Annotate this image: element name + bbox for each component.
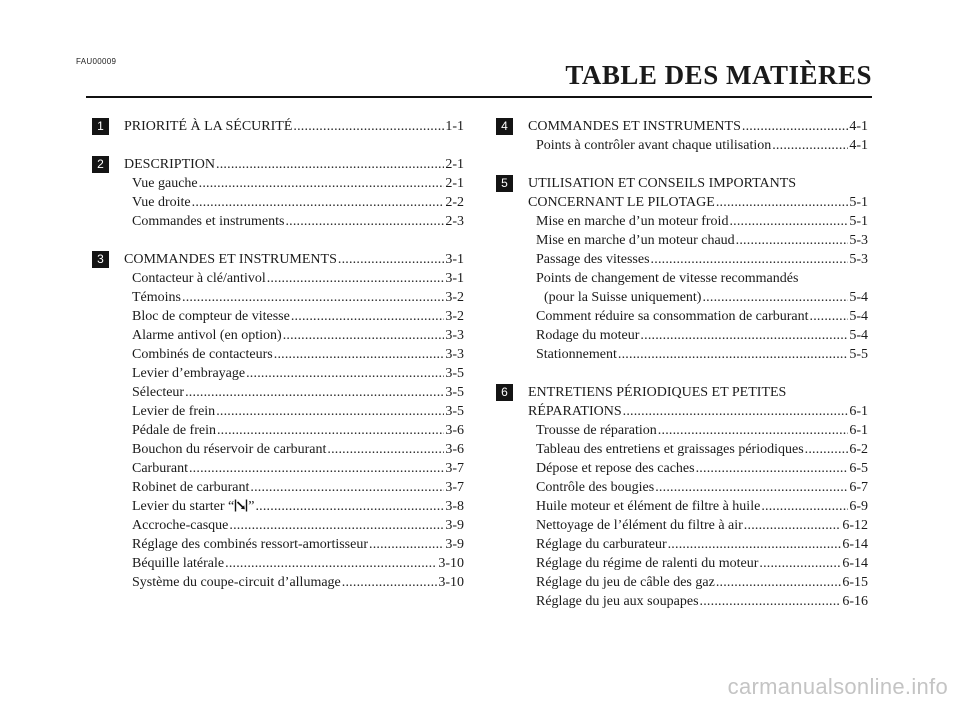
toc-entry[interactable]	[528, 573, 868, 592]
toc-entry[interactable]	[528, 497, 868, 516]
toc-entry-label: Rodage du moteur	[536, 328, 640, 343]
toc-entry-page: 3-7	[445, 461, 464, 476]
toc-entry-page: 4-1	[849, 138, 868, 153]
toc-entry-page: 6-1	[849, 404, 868, 419]
chapter-marker-4: 4	[496, 118, 513, 135]
toc-entry[interactable]	[124, 478, 464, 497]
toc-entry-label: Bouchon du réservoir de carburant	[132, 442, 327, 457]
leader-dots	[293, 117, 444, 136]
toc-entry-label: Passage des vitesses	[536, 252, 650, 267]
toc-entry[interactable]	[528, 440, 868, 459]
toc-entry[interactable]	[124, 326, 464, 345]
leader-dots	[742, 117, 848, 136]
toc-entry-label: Trousse de réparation	[536, 423, 657, 438]
toc-entry[interactable]	[124, 459, 464, 478]
toc-entry[interactable]	[124, 554, 464, 573]
leader-dots	[736, 231, 849, 250]
toc-section-1	[97, 117, 464, 136]
toc-entry[interactable]	[124, 117, 464, 136]
toc-entry-label: Levier d’embrayage	[132, 366, 246, 381]
toc-entry-label: Système du coupe-circuit d’allumage	[132, 575, 341, 590]
toc-entry-page: 6-5	[849, 461, 868, 476]
toc-entry[interactable]	[124, 212, 464, 231]
leader-dots	[655, 478, 848, 497]
toc-entry-page: 3-6	[445, 442, 464, 457]
leader-dots	[729, 212, 848, 231]
toc-right-column	[501, 117, 868, 630]
leader-dots	[761, 497, 848, 516]
toc-entry-page: 1-1	[445, 119, 464, 134]
toc-entry-page: 5-3	[849, 252, 868, 267]
leader-dots	[623, 402, 849, 421]
toc-entry-page: 2-1	[445, 157, 464, 172]
toc-entry-page: 5-5	[849, 347, 868, 362]
toc-entry-page: 6-12	[842, 518, 868, 533]
toc-entry[interactable]	[528, 117, 868, 136]
leader-dots	[283, 326, 445, 345]
toc-entry-page: 3-1	[445, 252, 464, 267]
toc-entry-label: CONCERNANT LE PILOTAGE	[528, 195, 715, 210]
leader-dots	[700, 592, 842, 611]
toc-section-5	[501, 174, 868, 364]
toc-entry-page: 3-9	[445, 518, 464, 533]
toc-entry-label: Levier du starter “	[132, 499, 235, 514]
toc-entry-label: Réglage des combinés ressort-amortisseur	[132, 537, 368, 552]
toc-entry-label: Bloc de compteur de vitesse	[132, 309, 290, 324]
toc-entry[interactable]	[528, 231, 868, 250]
leader-dots	[199, 174, 445, 193]
toc-entry-page: 5-3	[849, 233, 868, 248]
leader-dots	[772, 136, 848, 155]
toc-entry-label-close: ”	[248, 499, 255, 514]
leader-dots	[216, 155, 444, 174]
toc-entry[interactable]	[124, 516, 464, 535]
leader-dots	[342, 573, 438, 592]
leader-dots	[285, 212, 444, 231]
toc-entry-page: 3-2	[445, 290, 464, 305]
toc-entry-page: 2-3	[445, 214, 464, 229]
leader-dots	[255, 497, 444, 516]
toc-entry-label: Vue droite	[132, 195, 191, 210]
toc-entry-page: 5-1	[849, 214, 868, 229]
watermark: carmanualsonline.info	[727, 674, 948, 699]
leader-dots	[246, 364, 444, 383]
document-code: FAU00009	[76, 57, 117, 66]
toc-entry-label: Réglage du jeu aux soupapes	[536, 594, 699, 609]
toc-entry[interactable]	[124, 383, 464, 402]
toc-entry[interactable]	[528, 193, 868, 212]
toc-entry-label: Alarme antivol (en option)	[132, 328, 282, 343]
toc-entry-label: Contacteur à clé/antivol	[132, 271, 266, 286]
chapter-marker-5: 5	[496, 175, 513, 192]
toc-entry[interactable]	[124, 440, 464, 459]
toc-entry[interactable]	[528, 402, 868, 421]
toc-entry[interactable]	[528, 535, 868, 554]
toc-entry-page: 3-5	[445, 366, 464, 381]
toc-heading-line: UTILISATION ET CONSEILS IMPORTANTS	[528, 176, 797, 191]
toc-entry-page: 6-14	[842, 556, 868, 571]
leader-dots	[744, 516, 842, 535]
toc-entry[interactable]	[528, 212, 868, 231]
leader-dots	[716, 573, 842, 592]
leader-dots	[182, 288, 444, 307]
toc-entry-label: Béquille latérale	[132, 556, 225, 571]
toc-entry-label: Dépose et repose des caches	[536, 461, 695, 476]
toc-entry-page: 3-3	[445, 347, 464, 362]
toc-entry-label: Pédale de frein	[132, 423, 216, 438]
toc-entry-label: Sélecteur	[132, 385, 185, 400]
toc-entry-label: Accroche-casque	[132, 518, 229, 533]
toc-entry-label: Réglage du jeu de câble des gaz	[536, 575, 715, 590]
toc-entry-page: 3-9	[445, 537, 464, 552]
leader-dots	[216, 402, 444, 421]
toc-entry-label: Carburant	[132, 461, 188, 476]
toc-entry[interactable]	[124, 573, 464, 592]
toc-entry-page: 3-10	[438, 556, 464, 571]
toc-entry-page: 5-4	[849, 290, 868, 305]
toc-entry[interactable]	[528, 345, 868, 364]
toc-entry-label: RÉPARATIONS	[528, 404, 622, 419]
toc-entry[interactable]	[124, 402, 464, 421]
toc-entry[interactable]	[124, 250, 464, 269]
toc-entry-label: PRIORITÉ À LA SÉCURITÉ	[124, 119, 293, 134]
leader-dots	[185, 383, 444, 402]
toc-entry-label: Tableau des entretiens et graissages périodiques	[536, 442, 804, 457]
toc-entry-page: 3-3	[445, 328, 464, 343]
toc-entry-page: 3-5	[445, 385, 464, 400]
title-rule	[86, 96, 872, 98]
toc-section-2	[97, 155, 464, 231]
toc-entry-label: Robinet de carburant	[132, 480, 250, 495]
leader-dots	[702, 288, 848, 307]
toc-entry[interactable]	[528, 554, 868, 573]
toc-entry-page: 3-7	[445, 480, 464, 495]
leader-dots	[250, 478, 444, 497]
leader-dots	[658, 421, 849, 440]
leader-dots	[225, 554, 437, 573]
toc-entry-page: 6-16	[842, 594, 868, 609]
toc-entry-label: Mise en marche d’un moteur chaud	[536, 233, 735, 248]
toc-entry[interactable]	[124, 307, 464, 326]
toc-entry-page: 5-1	[849, 195, 868, 210]
toc-left-column	[97, 117, 464, 611]
toc-entry[interactable]	[528, 288, 868, 307]
leader-dots	[618, 345, 848, 364]
toc-section-6	[501, 383, 868, 611]
toc-entry[interactable]	[124, 193, 464, 212]
toc-entry-page: 3-8	[445, 499, 464, 514]
leader-dots	[640, 326, 848, 345]
leader-dots	[651, 250, 849, 269]
toc-entry[interactable]	[124, 364, 464, 383]
toc-entry-starter[interactable]	[124, 497, 464, 516]
toc-section-3	[97, 250, 464, 592]
leader-dots	[759, 554, 841, 573]
toc-entry[interactable]	[124, 174, 464, 193]
page-title: TABLE DES MATIÈRES	[565, 60, 872, 90]
toc-entry-label: Stationnement	[536, 347, 617, 362]
toc-entry-label: Levier de frein	[132, 404, 216, 419]
toc-entry-label: Nettoyage de l’élément du filtre à air	[536, 518, 743, 533]
toc-entry-page: 4-1	[849, 119, 868, 134]
toc-entry[interactable]	[528, 421, 868, 440]
toc-entry-label: Mise en marche d’un moteur froid	[536, 214, 729, 229]
toc-entry[interactable]	[528, 307, 868, 326]
chapter-marker-3: 3	[92, 251, 109, 268]
toc-heading-line: ENTRETIENS PÉRIODIQUES ET PETITES	[528, 385, 787, 400]
chapter-marker-6: 6	[496, 384, 513, 401]
toc-entry-label-line1[interactable]: Points de changement de vitesse recommandés	[536, 271, 799, 286]
toc-entry-label: Contrôle des bougies	[536, 480, 655, 495]
toc-entry-page: 6-1	[849, 423, 868, 438]
toc-entry[interactable]	[528, 516, 868, 535]
toc-entry-page: 3-5	[445, 404, 464, 419]
toc-entry-label: Réglage du régime de ralenti du moteur	[536, 556, 759, 571]
toc-entry-label: Huile moteur et élément de filtre à huile	[536, 499, 761, 514]
toc-entry-label: Combinés de contacteurs	[132, 347, 273, 362]
toc-entry-label: DESCRIPTION	[124, 157, 216, 172]
toc-entry-page: 3-10	[438, 575, 464, 590]
toc-entry-page: 5-4	[849, 309, 868, 324]
toc-entry[interactable]	[528, 459, 868, 478]
toc-entry[interactable]	[124, 288, 464, 307]
toc-entry-page: 3-1	[445, 271, 464, 286]
leader-dots	[716, 193, 848, 212]
leader-dots	[805, 440, 849, 459]
leader-dots	[696, 459, 849, 478]
choke-symbol-icon	[234, 499, 248, 512]
toc-entry-page: 6-9	[849, 499, 868, 514]
toc-entry-label: COMMANDES ET INSTRUMENTS	[528, 119, 741, 134]
toc-entry[interactable]	[124, 535, 464, 554]
toc-entry-page: 3-6	[445, 423, 464, 438]
toc-entry-label: Commandes et instruments	[132, 214, 285, 229]
toc-entry-label: Témoins	[132, 290, 181, 305]
chapter-marker-1: 1	[92, 118, 109, 135]
leader-dots	[192, 193, 445, 212]
toc-entry-page: 2-1	[445, 176, 464, 191]
toc-section-4	[501, 117, 868, 155]
toc-entry[interactable]	[124, 155, 464, 174]
toc-entry-page: 2-2	[445, 195, 464, 210]
leader-dots	[274, 345, 445, 364]
toc-entry[interactable]	[528, 478, 868, 497]
toc-entry-label: COMMANDES ET INSTRUMENTS	[124, 252, 337, 267]
toc-entry-page: 6-14	[842, 537, 868, 552]
toc-entry-label: Points à contrôler avant chaque utilisation	[536, 138, 772, 153]
leader-dots	[229, 516, 444, 535]
toc-entry[interactable]	[528, 326, 868, 345]
leader-dots	[338, 250, 444, 269]
toc-entry[interactable]	[124, 269, 464, 288]
leader-dots	[291, 307, 444, 326]
toc-entry[interactable]	[528, 592, 868, 611]
toc-entry[interactable]	[124, 421, 464, 440]
leader-dots	[369, 535, 444, 554]
leader-dots	[327, 440, 444, 459]
toc-entry[interactable]	[528, 136, 868, 155]
toc-entry[interactable]	[528, 250, 868, 269]
chapter-marker-2: 2	[92, 156, 109, 173]
leader-dots	[810, 307, 849, 326]
leader-dots	[668, 535, 842, 554]
leader-dots	[217, 421, 444, 440]
toc-entry-page: 6-7	[849, 480, 868, 495]
leader-dots	[189, 459, 444, 478]
toc-entry[interactable]	[124, 345, 464, 364]
toc-entry-label: Comment réduire sa consommation de carburant	[536, 309, 809, 324]
toc-entry-label: Réglage du carburateur	[536, 537, 667, 552]
toc-entry-label: Vue gauche	[132, 176, 198, 191]
leader-dots	[267, 269, 445, 288]
toc-entry-page: 3-2	[445, 309, 464, 324]
toc-entry-page: 6-2	[849, 442, 868, 457]
toc-entry-label: (pour la Suisse uniquement)	[544, 290, 702, 305]
toc-entry-page: 5-4	[849, 328, 868, 343]
toc-entry-page: 6-15	[842, 575, 868, 590]
